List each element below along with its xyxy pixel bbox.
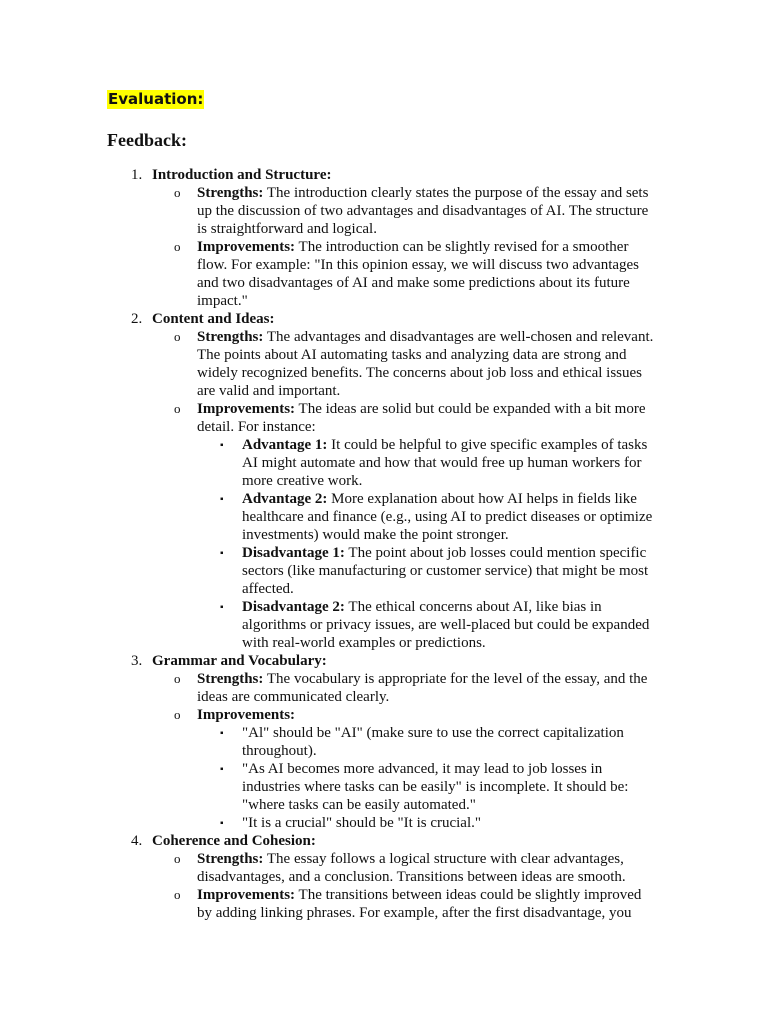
section-heading-line	[0, 166, 768, 184]
subitem-text	[242, 598, 602, 616]
subitem-line-text: more creative work.	[242, 473, 363, 489]
subitem-text	[242, 472, 362, 490]
subitem-text	[242, 562, 648, 580]
circle-bullet-icon: o	[174, 329, 181, 344]
feedback-heading: Feedback:	[107, 130, 187, 150]
circle-bullet-icon: o	[174, 851, 181, 866]
item-text	[197, 274, 630, 292]
subitem-text	[242, 760, 602, 778]
item-line	[0, 364, 768, 382]
item-line	[0, 328, 768, 346]
item-line	[0, 706, 768, 724]
item-line-text: flow. For example: "In this opinion essay, we will discuss two advantages	[197, 257, 640, 273]
item-line-text: and two disadvantages of AI and make some predictions about its future	[197, 275, 630, 291]
subitem-line-text: sectors (like manufacturing or customer service) that might be most	[242, 563, 649, 579]
item-text	[197, 238, 628, 256]
subitem-line-text: The ethical concerns about AI, like bias in	[344, 599, 602, 615]
item-text	[197, 670, 647, 688]
item-line	[0, 256, 768, 274]
section-number: 4.	[131, 833, 143, 849]
subitem-line	[0, 508, 768, 526]
section-title-text: Content and Ideas:	[152, 311, 275, 327]
subitem-text	[242, 454, 641, 472]
subitem-line	[0, 562, 768, 580]
subitem-line-text: More explanation about how AI helps in fields like	[327, 491, 637, 507]
item-label: Improvements:	[197, 887, 296, 903]
square-bullet-icon: ▪	[220, 764, 224, 775]
subitem-text	[242, 724, 624, 742]
item-line	[0, 220, 768, 238]
subitem-line	[0, 634, 768, 652]
item-text	[197, 418, 316, 436]
section-title-text: Introduction and Structure:	[152, 167, 332, 183]
subitem-line	[0, 472, 768, 490]
item-line	[0, 184, 768, 202]
item-line	[0, 274, 768, 292]
subitem-line	[0, 814, 768, 832]
item-text	[197, 868, 626, 886]
item-line-text: The advantages and disadvantages are well-chosen and relevant.	[263, 329, 654, 345]
subitem-line	[0, 616, 768, 634]
subitem-line-text: "It is a crucial" should be "It is crucial."	[242, 815, 482, 831]
subitem-line-text: industries where tasks can be easily" is incomplete. It should be:	[242, 779, 629, 795]
circle-bullet-icon: o	[174, 185, 181, 200]
item-label: Improvements:	[197, 239, 296, 255]
square-bullet-icon: ▪	[220, 494, 224, 505]
section-title	[152, 652, 327, 670]
subitem-line-text: "As AI becomes more advanced, it may lead to job losses in	[242, 761, 603, 777]
subitem-text	[242, 616, 649, 634]
item-line-text: The transitions between ideas could be slightly improved	[295, 887, 642, 903]
circle-bullet-icon: o	[174, 239, 181, 254]
item-line-text: The introduction can be slightly revised for a smoother	[295, 239, 629, 255]
item-line	[0, 202, 768, 220]
item-label: Strengths:	[197, 671, 264, 687]
subitem-text	[242, 742, 317, 760]
item-line	[0, 688, 768, 706]
section-title-text: Grammar and Vocabulary:	[152, 653, 327, 669]
subitem-line-text: healthcare and finance (e.g., using AI to predict diseases or optimize	[242, 509, 653, 525]
item-line-text: disadvantages, and a conclusion. Transitions between ideas are smooth.	[197, 869, 626, 885]
item-line-text: The introduction clearly states the purpose of the essay and sets	[263, 185, 649, 201]
section-heading-line	[0, 652, 768, 670]
item-label: Strengths:	[197, 329, 264, 345]
item-text	[197, 202, 648, 220]
item-line	[0, 292, 768, 310]
subitem-text	[242, 544, 646, 562]
item-text	[197, 886, 641, 904]
subitem-line	[0, 778, 768, 796]
item-line-text: widely recognized benefits. The concerns about job loss and ethical issues	[197, 365, 643, 381]
item-text	[197, 328, 653, 346]
section-title	[152, 832, 316, 850]
subitem-text	[242, 814, 481, 832]
subitem-line-text: "Al" should be "AI" (make sure to use the correct capitalization	[242, 725, 624, 741]
square-bullet-icon: ▪	[220, 602, 224, 613]
evaluation-heading: Evaluation:	[108, 90, 204, 108]
subitem-line-text: affected.	[242, 581, 294, 597]
square-bullet-icon: ▪	[220, 548, 224, 559]
item-line-text: The vocabulary is appropriate for the level of the essay, and the	[263, 671, 648, 687]
subitem-text	[242, 778, 628, 796]
item-text	[197, 364, 642, 382]
subitem-line	[0, 436, 768, 454]
item-line	[0, 418, 768, 436]
item-line	[0, 400, 768, 418]
item-label: Strengths:	[197, 185, 264, 201]
subitem-line	[0, 742, 768, 760]
subitem-line	[0, 760, 768, 778]
subitem-line	[0, 454, 768, 472]
square-bullet-icon: ▪	[220, 818, 224, 829]
circle-bullet-icon: o	[174, 887, 181, 902]
subitem-line	[0, 796, 768, 814]
section-number: 3.	[131, 653, 143, 669]
subitem-text	[242, 796, 476, 814]
subitem-text	[242, 436, 647, 454]
item-line-text: impact."	[197, 293, 248, 309]
subitem-line-text: throughout).	[242, 743, 317, 759]
subitem-line-text: investments) would make the point stronger.	[242, 527, 509, 543]
subitem-line-text: with real-world examples or predictions.	[242, 635, 486, 651]
item-line-text: detail. For instance:	[197, 419, 316, 435]
subitem-line-text: "where tasks can be easily automated."	[242, 797, 476, 813]
item-label: Strengths:	[197, 851, 264, 867]
item-text	[197, 850, 624, 868]
item-line-text: The essay follows a logical structure with clear advantages,	[263, 851, 624, 867]
item-text	[197, 256, 639, 274]
item-line-text: by adding linking phrases. For example, after the first disadvantage, you	[197, 905, 632, 921]
square-bullet-icon: ▪	[220, 728, 224, 739]
circle-bullet-icon: o	[174, 707, 181, 722]
item-line-text: are valid and important.	[197, 383, 341, 399]
item-line	[0, 868, 768, 886]
item-label: Improvements:	[197, 401, 296, 417]
subitem-label: Advantage 1:	[242, 437, 328, 453]
subitem-line	[0, 526, 768, 544]
subitem-line-text: It could be helpful to give specific examples of tasks	[327, 437, 648, 453]
item-line	[0, 904, 768, 922]
circle-bullet-icon: o	[174, 671, 181, 686]
item-line-text: up the discussion of two advantages and disadvantages of AI. The structure	[197, 203, 649, 219]
subitem-line	[0, 598, 768, 616]
item-text	[197, 346, 626, 364]
item-line-text: is straightforward and logical.	[197, 221, 377, 237]
subitem-text	[242, 490, 637, 508]
item-text	[197, 220, 377, 238]
subitem-line-text: AI might automate and how that would free up human workers for	[242, 455, 642, 471]
subitem-text	[242, 580, 294, 598]
circle-bullet-icon: o	[174, 401, 181, 416]
item-text	[197, 706, 295, 724]
item-text	[197, 292, 248, 310]
item-line	[0, 670, 768, 688]
item-line	[0, 382, 768, 400]
subitem-line	[0, 544, 768, 562]
section-title-text: Coherence and Cohesion:	[152, 833, 316, 849]
item-line-text: ideas are communicated clearly.	[197, 689, 390, 705]
section-title	[152, 166, 331, 184]
item-line	[0, 886, 768, 904]
item-label: Improvements:	[197, 707, 296, 723]
item-text	[197, 904, 631, 922]
subitem-text	[242, 508, 652, 526]
subitem-label: Advantage 2:	[242, 491, 328, 507]
item-line	[0, 346, 768, 364]
feedback-list	[0, 166, 768, 922]
item-text	[197, 688, 389, 706]
subitem-line-text: The point about job losses could mention specific	[344, 545, 647, 561]
subitem-text	[242, 526, 509, 544]
section-heading-line	[0, 832, 768, 850]
item-text	[197, 382, 340, 400]
subitem-label: Disadvantage 1:	[242, 545, 345, 561]
subitem-line	[0, 724, 768, 742]
section-number: 1.	[131, 167, 143, 183]
subitem-text	[242, 634, 486, 652]
square-bullet-icon: ▪	[220, 440, 224, 451]
section-title	[152, 310, 275, 328]
item-line	[0, 850, 768, 868]
section-heading-line	[0, 310, 768, 328]
item-line-text: The ideas are solid but could be expanded with a bit more	[295, 401, 646, 417]
subitem-line-text: algorithms or privacy issues, are well-placed but could be expanded	[242, 617, 650, 633]
subitem-line	[0, 490, 768, 508]
item-line	[0, 238, 768, 256]
item-text	[197, 400, 646, 418]
item-text	[197, 184, 648, 202]
subitem-line	[0, 580, 768, 598]
section-number: 2.	[131, 311, 143, 327]
subitem-label: Disadvantage 2:	[242, 599, 345, 615]
item-line-text: The points about AI automating tasks and analyzing data are strong and	[197, 347, 627, 363]
